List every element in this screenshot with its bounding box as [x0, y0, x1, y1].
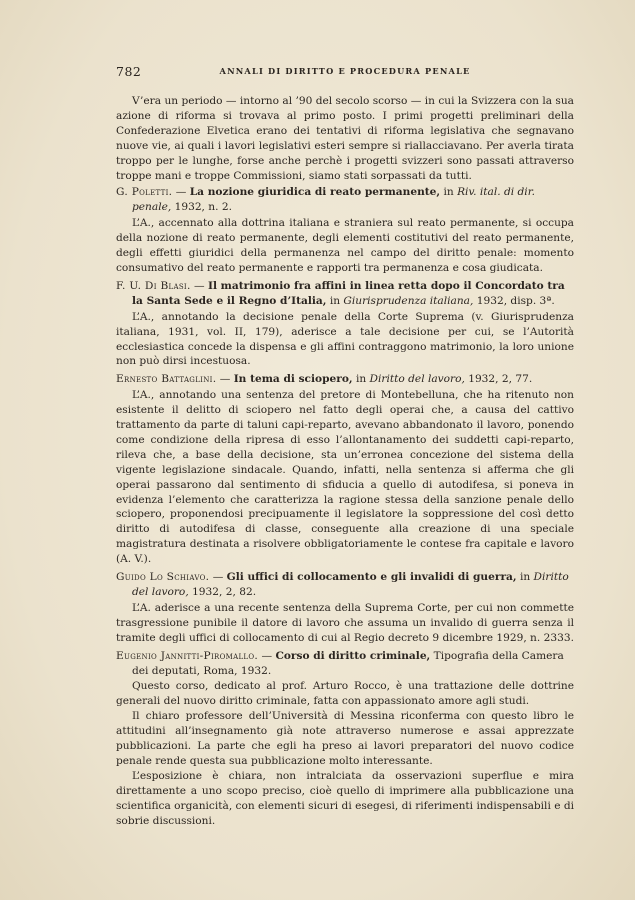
entry-details: 1932, disp. 3ª. — [476, 294, 555, 307]
entry-title: In tema di sciopero, — [233, 373, 353, 386]
entry-heading — [116, 570, 574, 600]
entry-dash: — — [261, 649, 276, 662]
entry-heading — [116, 279, 574, 309]
entry-source: Giurisprudenza italiana, — [343, 294, 474, 307]
entry-note: L’A., annotando una sentenza del pretore di Montebelluna, che ha ritenuto non esistente il delitto di sciopero nel fatto degli operai che, a causa del cattivo trattamento da parte di taluni capi-reparto, avevano abbandonato il lavoro, ponendo come condizione della ripresa di esso l’allontanamento dei suddetti capi-reparto, rileva che, a base della decisione, sta un’erronea concezione del sistema della vigente legislazione sindacale. Quando, infatti, nella sentenza si afferma che gli operai passarono dal sentimento di sfiducia a quello di autodifesa, si poneva in evidenza l’elemento che caratterizza la ragione stessa della sanzione penale dello sciopero, proponendosi precipuamente il legislatore la soppressione del così detto diritto di autodifesa di classe, conseguente alla creazione di una speciale magistratura destinata a risolvere obbligatoriamente le contese fra capitale e lavoro (A. V.). — [116, 389, 574, 566]
entry-dash: — — [212, 571, 227, 584]
entry-source: Diritto del lavoro, — [132, 571, 569, 598]
running-title: ANNALI DI DIRITTO E PROCEDURA PENALE — [219, 66, 471, 76]
entry-note: L’esposizione è chiara, non intralciata da osservazioni superflue e mira direttamente a uno scopo preciso, cioè quello di imprimere alla pubblicazione una scientifica organicità, con elementi sicuri di esegesi, di riferimenti indispensabili e di sobrie discussioni. — [116, 769, 575, 827]
entry-heading — [116, 185, 574, 215]
entry-pre-source: in — [443, 186, 458, 199]
intro-paragraph: V’era un periodo — intorno al ’90 del secolo scorso — in cui la Svizzera con la sua azione di riforma si trovava al primo posto. I primi progetti preliminari della Confederazione Elvetica erano dei tentativi di riforma legislativa che segnavano nuove vie, ai quali i lavori legislativi esteri sempre si riallacciavano. Per averla tirata troppo per le lunghe, forse anche perchè i progetti svizzeri sono passati attraverso troppe mani e troppe Commissioni, siamo stati sorpassati da tutti. — [116, 95, 574, 182]
entry-title: Gli uffici di collocamento e gli invalidi di guerra, — [226, 571, 517, 584]
bibliography-entry — [116, 649, 574, 829]
page-body — [116, 94, 574, 832]
entry-details: Tipografia della Camera dei deputati, Roma, 1932. — [132, 649, 564, 677]
entry-note: Il chiaro professore dell’Università di Messina riconferma con questo libro le attitudini all’insegnamento già note attraverso numerose e assai apprezzate pubblicazioni. La parte che egli ha preso ai lavori preparatori del nuovo codice penale rende questa sua pubblicazione molto interessante. — [116, 710, 574, 767]
entry-title: Il matrimonio fra affini in linea retta dopo il Concordato tra la Santa Sede e il Regno d’Italia, — [132, 279, 565, 307]
entry-author: Ernesto Battaglini. — [116, 373, 217, 386]
entry-note: L’A., annotando la decisione penale della Corte Suprema (v. Giurisprudenza italiana, 1931, vol. II, 179), aderisce a tale decisione per cui, se l’Autorità ecclesiastica concede la dispensa e gli affini contraggono matrimonio, la loro unione non può dirsi incestuosa. — [116, 310, 574, 368]
entry-pre-source: in — [519, 571, 534, 584]
page-header — [116, 64, 574, 80]
entry-author: Guido Lo Schiavo. — [116, 571, 210, 584]
entry-pre-source: in — [355, 373, 370, 386]
entry-title: Corso di diritto criminale, — [275, 649, 431, 662]
entry-author: Eugenio Jannitti-Piromallo. — [116, 649, 259, 662]
entry-pre-source: in — [329, 294, 344, 307]
page-number: 782 — [116, 64, 142, 79]
bibliography-entry — [116, 570, 574, 646]
entry-details: 1932, 2, 77. — [468, 373, 533, 386]
entry-source: Riv. ital. di dir. penale, — [132, 186, 535, 214]
entry-source: Diritto del lavoro, — [369, 373, 465, 386]
entry-heading — [116, 649, 574, 679]
bibliography-entry — [116, 185, 574, 275]
entry-author: F. U. Di Blasi. — [116, 279, 191, 292]
entry-author: G. Poletti. — [116, 186, 173, 199]
entry-dash: — — [219, 373, 234, 386]
entry-dash: — — [194, 279, 209, 292]
entry-note: L’A. aderisce a una recente sentenza della Suprema Corte, per cui non commette trasgressione punibile il datore di lavoro che assuma un invalido di guerra senza il tramite degli uffici di collocamento di cui al Regio decreto 9 dicembre 1929, n. 2333. — [116, 601, 574, 644]
entry-heading — [116, 372, 574, 387]
entry-details: 1932, n. 2. — [174, 201, 232, 214]
entry-note: L’A., accennato alla dottrina italiana e straniera sul reato permanente, si occupa della nozione di reato permanente, degli elementi costitutivi del reato permanente, degli effetti giuridici della permanenza nel campo del diritto penale: momento consumativo del reato permanente e rapporti tra permanenza e cosa giudicata. — [116, 217, 574, 274]
bibliography-entry — [116, 279, 574, 369]
entry-note: Questo corso, dedicato al prof. Arturo Rocco, è una trattazione delle dottrine generali del nuovo diritto criminale, fatta con appassionato amore agli studi. — [116, 680, 574, 708]
entry-dash: — — [175, 186, 190, 199]
entry-details: 1932, 2, 82. — [192, 586, 257, 598]
entry-title: La nozione giuridica di reato permanente, — [189, 186, 441, 199]
bibliography-entry — [116, 372, 574, 567]
